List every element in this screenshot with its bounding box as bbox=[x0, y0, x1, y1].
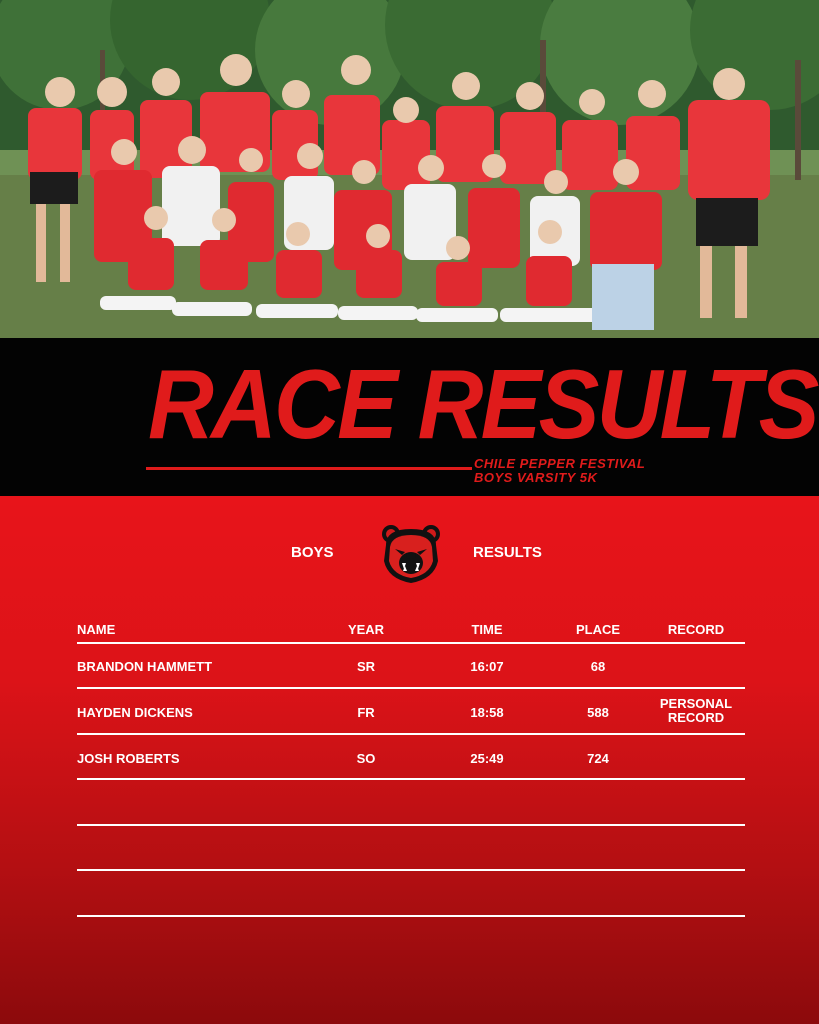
table-divider bbox=[77, 687, 745, 689]
row-1-year: SR bbox=[356, 659, 376, 674]
row-1-place: 68 bbox=[590, 659, 606, 674]
row-2-place: 588 bbox=[587, 705, 609, 720]
title-underline bbox=[146, 467, 472, 470]
header-time: TIME bbox=[471, 622, 503, 637]
table-divider bbox=[77, 915, 745, 917]
row-2-record: PERSONAL RECORD bbox=[659, 696, 733, 725]
header-year: YEAR bbox=[347, 622, 385, 637]
team-photo bbox=[0, 0, 819, 338]
row-3-year: SO bbox=[356, 751, 376, 766]
header-place: PLACE bbox=[575, 622, 621, 637]
table-divider bbox=[77, 778, 745, 780]
row-3-time: 25:49 bbox=[470, 751, 504, 766]
event-name: CHILE PEPPER FESTIVAL bbox=[474, 456, 646, 471]
team-photo-illustration bbox=[0, 0, 819, 338]
table-divider bbox=[77, 869, 745, 871]
row-1-name: BRANDON HAMMETT bbox=[77, 659, 213, 674]
bear-head-icon bbox=[380, 523, 442, 585]
row-3-place: 724 bbox=[587, 751, 609, 766]
row-1-time: 16:07 bbox=[470, 659, 504, 674]
header-name: NAME bbox=[77, 622, 116, 637]
row-2-time: 18:58 bbox=[470, 705, 504, 720]
table-divider bbox=[77, 642, 745, 644]
results-label: RESULTS bbox=[473, 544, 542, 561]
row-2-name: HAYDEN DICKENS bbox=[77, 705, 193, 720]
event-division: BOYS VARSITY 5K bbox=[474, 470, 598, 485]
row-2-year: FR bbox=[357, 705, 375, 720]
header-record: RECORD bbox=[667, 622, 725, 637]
row-3-name: JOSH ROBERTS bbox=[77, 751, 180, 766]
event-subtitle bbox=[474, 457, 734, 485]
page-title: RACE RESULTS bbox=[148, 349, 817, 459]
table-divider bbox=[77, 824, 745, 826]
table-divider bbox=[77, 733, 745, 735]
boys-label: BOYS bbox=[291, 544, 334, 561]
